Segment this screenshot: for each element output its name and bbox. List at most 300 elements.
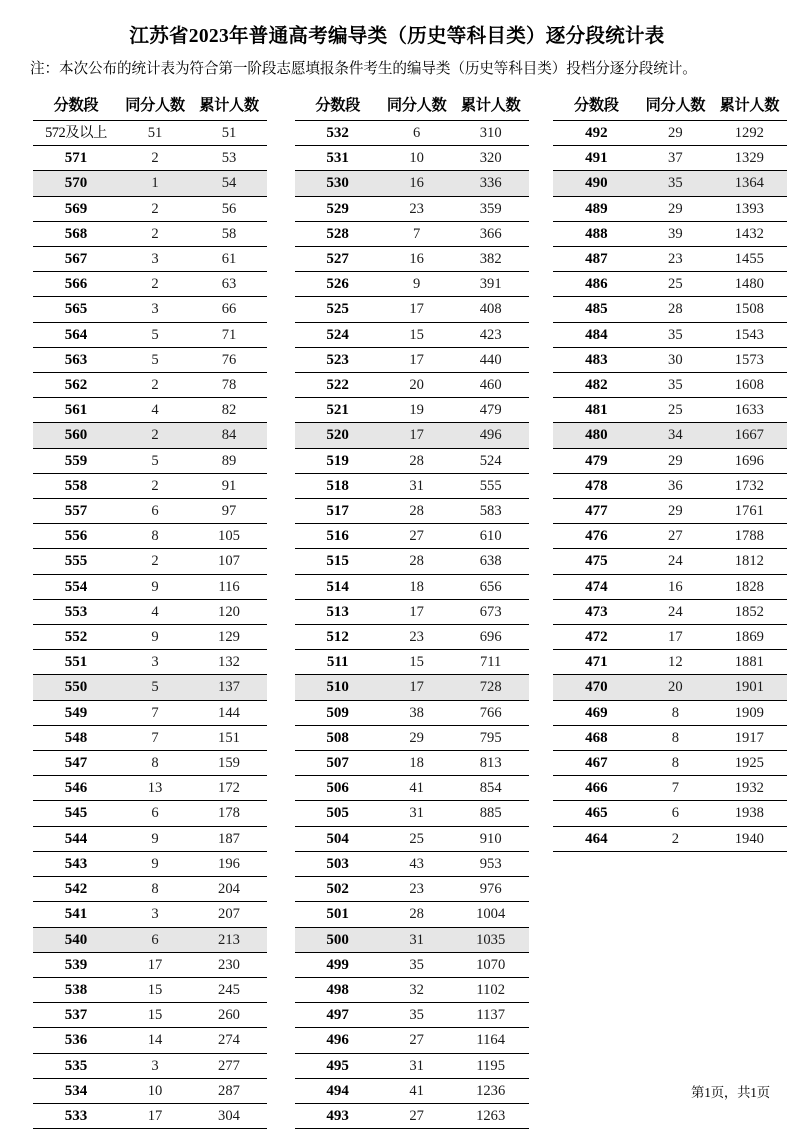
cell-score: 562 [33, 373, 119, 398]
table-row [553, 574, 787, 599]
cell-score: 486 [553, 272, 639, 297]
cell-cumulative-count: 245 [191, 977, 267, 1002]
cell-score: 520 [295, 423, 381, 448]
cell-score: 549 [33, 700, 119, 725]
cell-same-count: 39 [639, 221, 711, 246]
cell-score: 476 [553, 524, 639, 549]
cell-score: 527 [295, 247, 381, 272]
cell-score: 568 [33, 221, 119, 246]
cell-cumulative-count: 207 [191, 902, 267, 927]
cell-cumulative-count: 976 [453, 877, 529, 902]
cell-same-count: 51 [119, 121, 191, 146]
cell-same-count: 28 [381, 448, 453, 473]
cell-same-count: 2 [119, 423, 191, 448]
cell-cumulative-count: 78 [191, 373, 267, 398]
cell-cumulative-count: 336 [453, 171, 529, 196]
cell-score: 490 [553, 171, 639, 196]
cell-score: 537 [33, 1003, 119, 1028]
cell-score: 498 [295, 977, 381, 1002]
cell-cumulative-count: 1901 [711, 675, 787, 700]
cell-score: 494 [295, 1078, 381, 1103]
cell-same-count: 19 [381, 398, 453, 423]
cell-cumulative-count: 1938 [711, 801, 787, 826]
cell-same-count: 29 [381, 725, 453, 750]
cell-same-count: 17 [381, 675, 453, 700]
cell-same-count: 9 [119, 826, 191, 851]
cell-score: 533 [33, 1103, 119, 1128]
cell-score: 550 [33, 675, 119, 700]
cell-same-count: 2 [119, 549, 191, 574]
table-row [553, 725, 787, 750]
cell-cumulative-count: 1263 [453, 1103, 529, 1128]
cell-score: 556 [33, 524, 119, 549]
cell-same-count: 35 [381, 1003, 453, 1028]
cell-cumulative-count: 1925 [711, 751, 787, 776]
cell-score: 481 [553, 398, 639, 423]
table-row [553, 625, 787, 650]
cell-score: 547 [33, 751, 119, 776]
table-row [33, 675, 267, 700]
cell-cumulative-count: 287 [191, 1078, 267, 1103]
cell-score: 532 [295, 121, 381, 146]
table-row [33, 1003, 267, 1028]
cell-cumulative-count: 610 [453, 524, 529, 549]
cell-score: 516 [295, 524, 381, 549]
header-score: 分数段 [553, 94, 639, 121]
cell-same-count: 6 [381, 121, 453, 146]
cell-same-count: 30 [639, 347, 711, 372]
table-row [33, 599, 267, 624]
cell-same-count: 24 [639, 549, 711, 574]
table-row [295, 599, 529, 624]
cell-same-count: 8 [119, 751, 191, 776]
cell-score: 570 [33, 171, 119, 196]
cell-score: 553 [33, 599, 119, 624]
table-row [33, 272, 267, 297]
cell-score: 473 [553, 599, 639, 624]
cell-score: 555 [33, 549, 119, 574]
cell-cumulative-count: 82 [191, 398, 267, 423]
cell-score: 518 [295, 473, 381, 498]
cell-cumulative-count: 1432 [711, 221, 787, 246]
table-row [553, 448, 787, 473]
cell-score: 542 [33, 877, 119, 902]
cell-same-count: 7 [639, 776, 711, 801]
cell-score: 503 [295, 851, 381, 876]
cell-score: 480 [553, 423, 639, 448]
cell-score: 506 [295, 776, 381, 801]
cell-score: 472 [553, 625, 639, 650]
table-block-1 [33, 94, 274, 1129]
cell-cumulative-count: 555 [453, 473, 529, 498]
cell-same-count: 28 [639, 297, 711, 322]
cell-cumulative-count: 359 [453, 196, 529, 221]
cell-same-count: 32 [381, 977, 453, 1002]
table-row [33, 1053, 267, 1078]
table-row [553, 423, 787, 448]
cell-same-count: 5 [119, 322, 191, 347]
table-row [295, 423, 529, 448]
table-row [295, 952, 529, 977]
table-row [553, 121, 787, 146]
cell-cumulative-count: 56 [191, 196, 267, 221]
cell-same-count: 8 [639, 751, 711, 776]
cell-cumulative-count: 391 [453, 272, 529, 297]
cell-cumulative-count: 178 [191, 801, 267, 826]
cell-same-count: 29 [639, 499, 711, 524]
cell-same-count: 38 [381, 700, 453, 725]
table-row [553, 398, 787, 423]
table-row [33, 1028, 267, 1053]
header-same: 同分人数 [639, 94, 711, 121]
cell-same-count: 17 [381, 297, 453, 322]
cell-same-count: 18 [381, 574, 453, 599]
cell-cumulative-count: 84 [191, 423, 267, 448]
header-score: 分数段 [295, 94, 381, 121]
cell-score: 513 [295, 599, 381, 624]
cell-same-count: 16 [381, 171, 453, 196]
table-row [33, 650, 267, 675]
cell-cumulative-count: 1508 [711, 297, 787, 322]
table-header-row [33, 94, 267, 121]
cell-score: 508 [295, 725, 381, 750]
cell-same-count: 28 [381, 499, 453, 524]
cell-same-count: 24 [639, 599, 711, 624]
table-row [295, 171, 529, 196]
cell-same-count: 17 [381, 423, 453, 448]
cell-cumulative-count: 204 [191, 877, 267, 902]
table-row [33, 473, 267, 498]
cell-cumulative-count: 76 [191, 347, 267, 372]
cell-same-count: 23 [381, 625, 453, 650]
cell-score: 541 [33, 902, 119, 927]
score-segment-table-1 [33, 94, 267, 1129]
cell-same-count: 6 [639, 801, 711, 826]
cell-score: 487 [553, 247, 639, 272]
cell-same-count: 15 [381, 322, 453, 347]
cell-cumulative-count: 1732 [711, 473, 787, 498]
cell-score: 479 [553, 448, 639, 473]
cell-same-count: 23 [381, 196, 453, 221]
cell-score: 571 [33, 146, 119, 171]
cell-cumulative-count: 277 [191, 1053, 267, 1078]
cell-score: 507 [295, 751, 381, 776]
cell-cumulative-count: 440 [453, 347, 529, 372]
table-row [295, 902, 529, 927]
table-row [553, 524, 787, 549]
cell-score: 569 [33, 196, 119, 221]
cell-score: 531 [295, 146, 381, 171]
cell-same-count: 27 [639, 524, 711, 549]
cell-score: 572及以上 [33, 121, 119, 146]
cell-cumulative-count: 132 [191, 650, 267, 675]
cell-cumulative-count: 172 [191, 776, 267, 801]
cell-score: 536 [33, 1028, 119, 1053]
table-row [33, 877, 267, 902]
table-row [553, 826, 787, 851]
table-body-2 [295, 121, 529, 1129]
cell-score: 545 [33, 801, 119, 826]
cell-score: 471 [553, 650, 639, 675]
cell-same-count: 25 [639, 272, 711, 297]
cell-same-count: 23 [639, 247, 711, 272]
table-row [33, 927, 267, 952]
cell-cumulative-count: 63 [191, 272, 267, 297]
cell-cumulative-count: 1543 [711, 322, 787, 347]
cell-same-count: 29 [639, 448, 711, 473]
cell-same-count: 36 [639, 473, 711, 498]
cell-score: 517 [295, 499, 381, 524]
table-row [553, 373, 787, 398]
cell-cumulative-count: 1236 [453, 1078, 529, 1103]
table-block-3 [553, 94, 794, 852]
cell-cumulative-count: 1909 [711, 700, 787, 725]
table-row [553, 549, 787, 574]
cell-score: 525 [295, 297, 381, 322]
cell-cumulative-count: 496 [453, 423, 529, 448]
table-row [295, 322, 529, 347]
cell-score: 544 [33, 826, 119, 851]
header-score: 分数段 [33, 94, 119, 121]
table-row [295, 373, 529, 398]
table-row [295, 121, 529, 146]
cell-cumulative-count: 1633 [711, 398, 787, 423]
cell-same-count: 2 [639, 826, 711, 851]
cell-same-count: 15 [119, 1003, 191, 1028]
cell-same-count: 34 [639, 423, 711, 448]
cell-cumulative-count: 795 [453, 725, 529, 750]
cell-cumulative-count: 638 [453, 549, 529, 574]
table-row [33, 725, 267, 750]
table-row [33, 297, 267, 322]
cell-cumulative-count: 137 [191, 675, 267, 700]
table-columns-container [0, 94, 794, 1129]
cell-same-count: 41 [381, 776, 453, 801]
table-row [295, 499, 529, 524]
table-row [33, 574, 267, 599]
table-row [33, 347, 267, 372]
cell-cumulative-count: 51 [191, 121, 267, 146]
table-block-2 [295, 94, 536, 1129]
table-row [295, 549, 529, 574]
cell-same-count: 1 [119, 171, 191, 196]
table-body-1 [33, 121, 267, 1129]
cell-same-count: 31 [381, 1053, 453, 1078]
table-row [295, 398, 529, 423]
cell-cumulative-count: 151 [191, 725, 267, 750]
cell-same-count: 35 [381, 952, 453, 977]
cell-score: 468 [553, 725, 639, 750]
cell-score: 539 [33, 952, 119, 977]
cell-same-count: 7 [119, 700, 191, 725]
cell-cumulative-count: 673 [453, 599, 529, 624]
cell-cumulative-count: 1102 [453, 977, 529, 1002]
header-cumulative: 累计人数 [711, 94, 787, 121]
cell-same-count: 3 [119, 297, 191, 322]
cell-same-count: 35 [639, 171, 711, 196]
table-row [295, 725, 529, 750]
cell-cumulative-count: 260 [191, 1003, 267, 1028]
cell-cumulative-count: 1393 [711, 196, 787, 221]
cell-same-count: 3 [119, 247, 191, 272]
cell-cumulative-count: 105 [191, 524, 267, 549]
cell-same-count: 12 [639, 650, 711, 675]
page-note: 注：本次公布的统计表为符合第一阶段志愿填报条件考生的编导类（历史等科目类）投档分逐分段统计。 [30, 61, 697, 78]
cell-cumulative-count: 1164 [453, 1028, 529, 1053]
cell-cumulative-count: 107 [191, 549, 267, 574]
cell-cumulative-count: 460 [453, 373, 529, 398]
cell-score: 512 [295, 625, 381, 650]
cell-score: 475 [553, 549, 639, 574]
cell-same-count: 10 [119, 1078, 191, 1103]
cell-score: 538 [33, 977, 119, 1002]
cell-cumulative-count: 1696 [711, 448, 787, 473]
cell-score: 529 [295, 196, 381, 221]
cell-same-count: 9 [381, 272, 453, 297]
cell-score: 469 [553, 700, 639, 725]
cell-cumulative-count: 885 [453, 801, 529, 826]
cell-same-count: 35 [639, 373, 711, 398]
cell-same-count: 4 [119, 398, 191, 423]
cell-score: 551 [33, 650, 119, 675]
cell-cumulative-count: 1932 [711, 776, 787, 801]
table-row [33, 952, 267, 977]
table-row [295, 851, 529, 876]
cell-same-count: 27 [381, 1028, 453, 1053]
cell-score: 495 [295, 1053, 381, 1078]
cell-same-count: 13 [119, 776, 191, 801]
cell-cumulative-count: 696 [453, 625, 529, 650]
cell-score: 557 [33, 499, 119, 524]
table-header-row [553, 94, 787, 121]
table-row [33, 751, 267, 776]
cell-score: 558 [33, 473, 119, 498]
cell-same-count: 2 [119, 221, 191, 246]
cell-score: 528 [295, 221, 381, 246]
table-row [33, 499, 267, 524]
header-same: 同分人数 [119, 94, 191, 121]
cell-same-count: 9 [119, 625, 191, 650]
cell-cumulative-count: 54 [191, 171, 267, 196]
cell-cumulative-count: 953 [453, 851, 529, 876]
cell-cumulative-count: 1455 [711, 247, 787, 272]
cell-score: 559 [33, 448, 119, 473]
header-same: 同分人数 [381, 94, 453, 121]
cell-same-count: 29 [639, 196, 711, 221]
table-row [33, 221, 267, 246]
cell-same-count: 17 [119, 952, 191, 977]
cell-score: 565 [33, 297, 119, 322]
table-row [553, 599, 787, 624]
cell-same-count: 37 [639, 146, 711, 171]
table-row [553, 675, 787, 700]
table-row [33, 851, 267, 876]
cell-cumulative-count: 1940 [711, 826, 787, 851]
table-header-row [295, 94, 529, 121]
cell-same-count: 9 [119, 574, 191, 599]
cell-score: 489 [553, 196, 639, 221]
cell-same-count: 35 [639, 322, 711, 347]
cell-same-count: 28 [381, 902, 453, 927]
cell-cumulative-count: 1035 [453, 927, 529, 952]
table-row [33, 448, 267, 473]
cell-score: 497 [295, 1003, 381, 1028]
cell-score: 499 [295, 952, 381, 977]
cell-same-count: 2 [119, 473, 191, 498]
table-row [295, 625, 529, 650]
cell-cumulative-count: 53 [191, 146, 267, 171]
cell-cumulative-count: 1608 [711, 373, 787, 398]
cell-score: 523 [295, 347, 381, 372]
table-row [553, 171, 787, 196]
cell-same-count: 25 [639, 398, 711, 423]
header-cumulative: 累计人数 [453, 94, 529, 121]
cell-score: 484 [553, 322, 639, 347]
cell-score: 482 [553, 373, 639, 398]
cell-score: 514 [295, 574, 381, 599]
cell-score: 467 [553, 751, 639, 776]
table-row [295, 801, 529, 826]
cell-cumulative-count: 120 [191, 599, 267, 624]
cell-same-count: 7 [119, 725, 191, 750]
table-row [553, 751, 787, 776]
cell-score: 493 [295, 1103, 381, 1128]
cell-score: 552 [33, 625, 119, 650]
cell-cumulative-count: 66 [191, 297, 267, 322]
cell-cumulative-count: 583 [453, 499, 529, 524]
cell-score: 485 [553, 297, 639, 322]
table-row [295, 297, 529, 322]
cell-same-count: 6 [119, 499, 191, 524]
cell-score: 540 [33, 927, 119, 952]
cell-score: 477 [553, 499, 639, 524]
cell-cumulative-count: 1869 [711, 625, 787, 650]
cell-score: 524 [295, 322, 381, 347]
cell-same-count: 8 [119, 524, 191, 549]
cell-same-count: 5 [119, 347, 191, 372]
cell-cumulative-count: 91 [191, 473, 267, 498]
cell-same-count: 29 [639, 121, 711, 146]
cell-score: 500 [295, 927, 381, 952]
cell-cumulative-count: 366 [453, 221, 529, 246]
cell-cumulative-count: 1070 [453, 952, 529, 977]
cell-cumulative-count: 1788 [711, 524, 787, 549]
table-row [553, 801, 787, 826]
table-row [553, 650, 787, 675]
cell-same-count: 23 [381, 877, 453, 902]
cell-same-count: 2 [119, 196, 191, 221]
table-row [295, 146, 529, 171]
cell-score: 519 [295, 448, 381, 473]
cell-score: 515 [295, 549, 381, 574]
cell-cumulative-count: 1828 [711, 574, 787, 599]
cell-score: 466 [553, 776, 639, 801]
table-row [33, 171, 267, 196]
cell-cumulative-count: 97 [191, 499, 267, 524]
cell-score: 464 [553, 826, 639, 851]
cell-score: 560 [33, 423, 119, 448]
table-row [553, 473, 787, 498]
cell-cumulative-count: 1917 [711, 725, 787, 750]
cell-cumulative-count: 116 [191, 574, 267, 599]
cell-cumulative-count: 1329 [711, 146, 787, 171]
cell-score: 530 [295, 171, 381, 196]
cell-score: 483 [553, 347, 639, 372]
cell-same-count: 27 [381, 1103, 453, 1128]
table-row [295, 977, 529, 1002]
cell-same-count: 2 [119, 146, 191, 171]
cell-same-count: 8 [119, 877, 191, 902]
